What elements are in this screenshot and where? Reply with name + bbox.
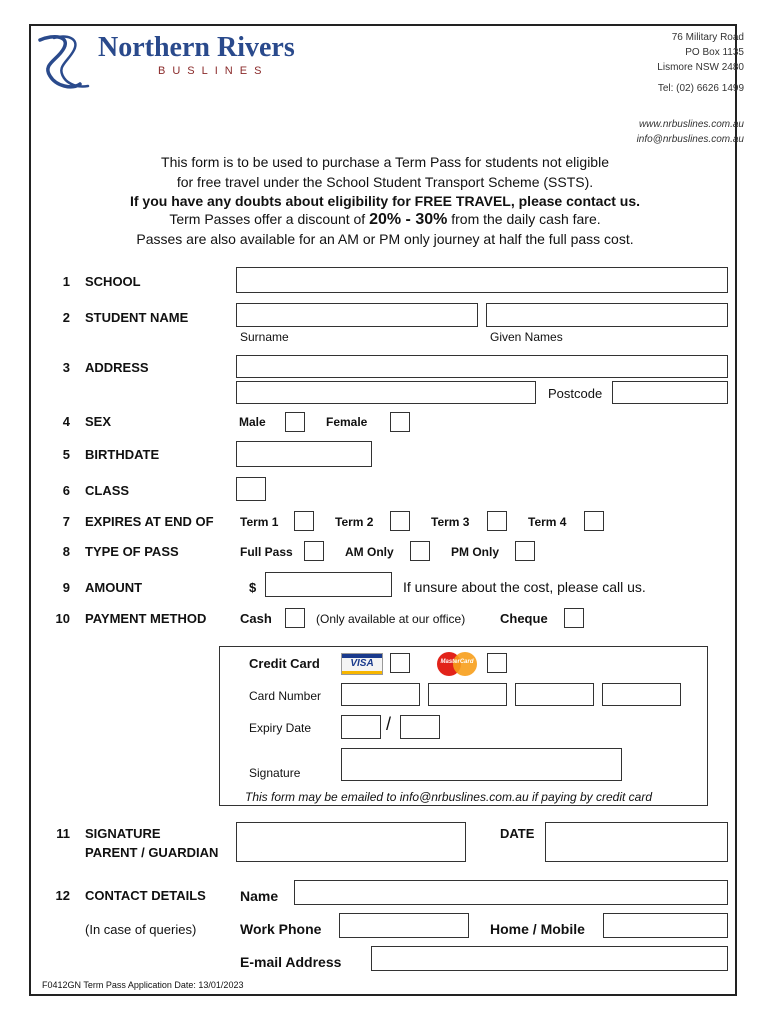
male-checkbox[interactable] xyxy=(285,412,305,432)
term-3-checkbox[interactable] xyxy=(487,511,507,531)
visa-logo-icon xyxy=(341,653,383,675)
surname-caption: Surname xyxy=(240,330,289,344)
cash-checkbox[interactable] xyxy=(285,608,305,628)
home-mobile-input[interactable] xyxy=(603,913,728,938)
field-number-7: 7 xyxy=(62,514,70,529)
card-number-input-4[interactable] xyxy=(602,683,681,706)
postcode-input[interactable] xyxy=(612,381,728,404)
class-label: CLASS xyxy=(85,483,130,498)
contact-name-input[interactable] xyxy=(294,880,728,905)
logo-swirl-icon xyxy=(36,32,96,98)
contact-name-label: Name xyxy=(240,888,279,904)
student-name-label: STUDENT NAME xyxy=(85,310,189,325)
mastercard-checkbox[interactable] xyxy=(487,653,507,673)
field-number-6: 6 xyxy=(62,483,70,498)
mastercard-logo-icon xyxy=(437,652,477,676)
postcode-label: Postcode xyxy=(548,386,603,401)
am-only-label: AM Only xyxy=(345,545,394,559)
field-number-1: 1 xyxy=(62,274,70,289)
website: www.nrbuslines.com.au xyxy=(638,119,744,130)
home-mobile-label: Home / Mobile xyxy=(490,921,585,937)
date-input[interactable] xyxy=(545,822,728,862)
expiry-year-input[interactable] xyxy=(400,715,440,739)
type-of-pass-label: TYPE OF PASS xyxy=(85,544,179,559)
card-signature-input[interactable] xyxy=(341,748,622,781)
work-phone-input[interactable] xyxy=(339,913,469,938)
card-number-input-1[interactable] xyxy=(341,683,420,706)
expires-label: EXPIRES AT END OF xyxy=(85,514,214,529)
term-3-label: Term 3 xyxy=(431,515,470,529)
address-input-2[interactable] xyxy=(236,381,536,404)
field-number-8: 8 xyxy=(62,544,70,559)
female-checkbox[interactable] xyxy=(390,412,410,432)
mastercard-text: MasterCard xyxy=(440,659,474,665)
address-input-1[interactable] xyxy=(236,355,728,378)
address-line-2: PO Box 1135 xyxy=(685,47,744,58)
cash-note: (Only available at our office) xyxy=(316,612,466,626)
parent-signature-input[interactable] xyxy=(236,822,466,862)
visa-bottom-stripe xyxy=(342,671,382,674)
term-2-checkbox[interactable] xyxy=(390,511,410,531)
amount-note: If unsure about the cost, please call us. xyxy=(403,579,646,595)
class-input[interactable] xyxy=(236,477,266,501)
telephone: Tel: (02) 6626 1499 xyxy=(657,83,744,94)
sex-label: SEX xyxy=(85,414,112,429)
cheque-label: Cheque xyxy=(500,611,548,626)
male-label: Male xyxy=(239,415,266,429)
email-contact: info@nrbuslines.com.au xyxy=(636,134,744,145)
address-line-1: 76 Military Road xyxy=(671,32,744,43)
pm-only-checkbox[interactable] xyxy=(515,541,535,561)
intro-line-4 xyxy=(0,211,770,229)
discount-text: 20% - 30% xyxy=(369,211,448,228)
field-number-3: 3 xyxy=(62,360,70,375)
payment-method-label: PAYMENT METHOD xyxy=(85,611,207,626)
surname-input[interactable] xyxy=(236,303,478,327)
amount-label: AMOUNT xyxy=(85,580,143,595)
field-number-4: 4 xyxy=(62,414,70,429)
full-pass-checkbox[interactable] xyxy=(304,541,324,561)
expiry-date-label: Expiry Date xyxy=(249,721,312,735)
card-number-input-3[interactable] xyxy=(515,683,594,706)
am-only-checkbox[interactable] xyxy=(410,541,430,561)
footer-form-code: F0412GN Term Pass Application Date: 13/01/2023 xyxy=(42,980,244,990)
birthdate-input[interactable] xyxy=(236,441,372,467)
cash-label: Cash xyxy=(240,611,272,626)
currency-symbol: $ xyxy=(249,580,257,595)
email-address-input[interactable] xyxy=(371,946,728,971)
work-phone-label: Work Phone xyxy=(240,921,322,937)
field-number-2: 2 xyxy=(62,310,70,325)
school-label: SCHOOL xyxy=(85,274,141,289)
email-address-label: E-mail Address xyxy=(240,954,342,970)
brand-name: Northern Rivers xyxy=(98,32,295,63)
term-1-label: Term 1 xyxy=(240,515,279,529)
field-number-5: 5 xyxy=(62,447,70,462)
address-line-3: Lismore NSW 2480 xyxy=(657,62,744,73)
credit-card-title: Credit Card xyxy=(249,656,320,671)
term-4-label: Term 4 xyxy=(528,515,567,529)
signature-parent-label-2: PARENT / GUARDIAN xyxy=(85,845,219,860)
expiry-slash: / xyxy=(386,714,392,734)
given-names-caption: Given Names xyxy=(490,330,563,344)
term-4-checkbox[interactable] xyxy=(584,511,604,531)
card-number-label: Card Number xyxy=(249,689,322,703)
term-2-label: Term 2 xyxy=(335,515,374,529)
cheque-checkbox[interactable] xyxy=(564,608,584,628)
intro-line-5: Passes are also available for an AM or PM only journey at half the full pass cost. xyxy=(136,231,634,247)
expiry-month-input[interactable] xyxy=(341,715,381,739)
address-label: ADDRESS xyxy=(85,360,149,375)
intro-line-4-post: from the daily cash fare. xyxy=(447,211,601,227)
field-number-11: 11 xyxy=(56,826,70,841)
visa-text: VISA xyxy=(350,658,374,669)
female-label: Female xyxy=(326,415,368,429)
term-1-checkbox[interactable] xyxy=(294,511,314,531)
credit-card-email-note: This form may be emailed to info@nrbuslines.com.au if paying by credit card xyxy=(245,790,653,804)
field-number-10: 10 xyxy=(55,611,70,626)
intro-line-3: If you have any doubts about eligibility for FREE TRAVEL, please contact us. xyxy=(129,193,641,209)
birthdate-label: BIRTHDATE xyxy=(85,447,160,462)
field-number-9: 9 xyxy=(62,580,70,595)
given-names-input[interactable] xyxy=(486,303,728,327)
brand-subtitle: BUSLINES xyxy=(158,65,269,77)
signature-label: Signature xyxy=(249,766,301,780)
date-label: DATE xyxy=(500,826,535,841)
full-pass-label: Full Pass xyxy=(240,545,293,559)
amount-input[interactable] xyxy=(265,572,392,597)
signature-parent-label-1: SIGNATURE xyxy=(85,826,161,841)
contact-details-label: CONTACT DETAILS xyxy=(85,888,206,903)
intro-line-4-pre: Term Passes offer a discount of xyxy=(169,211,370,227)
field-number-12: 12 xyxy=(55,888,70,903)
school-input[interactable] xyxy=(236,267,728,293)
intro-line-1: This form is to be used to purchase a Term Pass for students not eligible xyxy=(161,154,609,170)
intro-line-2: for free travel under the School Student Transport Scheme (SSTS). xyxy=(176,174,594,190)
card-number-input-2[interactable] xyxy=(428,683,507,706)
contact-subtitle: (In case of queries) xyxy=(85,922,197,937)
pm-only-label: PM Only xyxy=(451,545,500,559)
visa-checkbox[interactable] xyxy=(390,653,410,673)
